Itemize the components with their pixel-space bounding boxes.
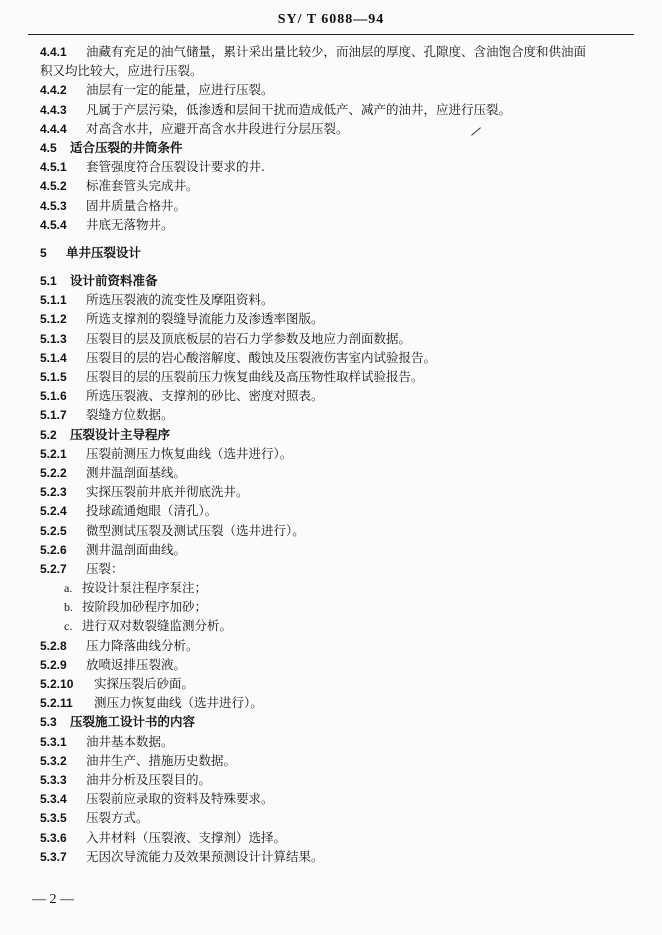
subsection-heading: [40, 271, 630, 290]
clause-text: 按阶段加砂程序加砂；: [82, 599, 208, 615]
clause-number: 5.2.9: [40, 657, 67, 672]
clause-text: 压裂目的层的压裂前压力恢复曲线及高压物性取样试验报告。: [86, 369, 424, 384]
clause-text: 无因次导流能力及效果预测设计计算结果。: [86, 848, 324, 864]
clause-line: [40, 157, 630, 176]
clause-line: [40, 215, 630, 234]
clause-number: 4.4.3: [40, 102, 67, 117]
clause-number: 4.5.3: [40, 198, 67, 213]
clause-text: 套管强度符合压裂设计要求的井.: [86, 159, 265, 175]
clause-text: 油井生产、措施历史数据。: [86, 752, 237, 768]
clause-line: [40, 119, 630, 138]
clause-line: [40, 751, 630, 770]
clause-number: 4.4.1: [40, 45, 67, 59]
clause-number: 5.2: [40, 427, 57, 442]
clause-text: 测井温剖面基线。: [86, 464, 187, 480]
clause-number: 5.3.5: [40, 811, 67, 826]
clause-number: 4.5: [40, 140, 57, 155]
clause-text: 压裂施工设计书的内容: [70, 714, 196, 730]
document-header: SY/ T 6088—94: [277, 12, 385, 27]
clause-number: 5.3.4: [40, 792, 67, 807]
clause-line: [40, 808, 630, 827]
clause-number: 5.3.6: [40, 830, 67, 845]
clause-line: [40, 463, 630, 482]
clause-line: [40, 42, 630, 61]
clause-number: 5.1: [40, 274, 57, 289]
clause-text: 油井基本数据。: [86, 733, 174, 749]
clause-number: 5.1.1: [40, 293, 67, 308]
clause-text: 凡属于产层污染，低渗透和层间干扰而造成低产、减产的油井，应进行压裂。: [86, 101, 512, 117]
clause-text: 微型测试压裂及测试压裂（选井进行）。: [86, 522, 305, 538]
subsection-heading: [40, 138, 630, 157]
clause-number: 5.3: [40, 715, 57, 730]
clause-number: 5.1.4: [40, 350, 67, 365]
clause-number: 5.2.8: [40, 638, 67, 653]
clause-line: [40, 100, 630, 119]
clause-line: [40, 196, 630, 215]
clause-number: a.: [64, 581, 73, 596]
clause-number: 5.3.1: [40, 734, 67, 749]
clause-number: 5.2.7: [40, 561, 67, 576]
clause-text: 裂缝方位数据。: [86, 407, 174, 423]
clause-text: 适合压裂的井筒条件: [70, 139, 183, 155]
clause-number: 4.4.4: [40, 121, 67, 136]
clause-number: 5.2.2: [40, 465, 67, 480]
clause-number: 4.5.4: [40, 217, 67, 232]
clause-text: 井底无落物井。: [86, 216, 174, 232]
clause-number: 5.3.7: [40, 849, 67, 864]
clause-number: c.: [64, 619, 73, 634]
clause-line: [40, 176, 630, 195]
list-item: [40, 616, 630, 635]
clause-number: 5: [40, 245, 47, 260]
clause-line: [40, 80, 630, 99]
clause-text: 单井压裂设计: [66, 244, 142, 260]
clause-continuation: [40, 61, 630, 80]
clause-text: 实探压裂前井底并彻底洗井。: [86, 484, 249, 500]
clause-text: 压力降落曲线分析。: [86, 637, 199, 653]
list-item: [40, 597, 630, 616]
clause-text: 标准套管头完成井。: [86, 178, 199, 194]
clause-number: 5.2.4: [40, 504, 67, 519]
clause-text: 实探压裂后砂面。: [94, 676, 195, 691]
clause-line: [40, 693, 630, 712]
clause-text: 积又均比较大，应进行压裂。: [40, 63, 203, 79]
clause-text: 所选支撑剂的裂缝导流能力及渗透率图版。: [86, 311, 324, 327]
clause-text: 压裂目的层的岩心酸溶解度、酸蚀及压裂液伤害室内试验报告。: [86, 349, 437, 365]
clause-line: [40, 674, 630, 693]
clause-number: 5.2.11: [40, 696, 73, 711]
clause-number: 4.5.2: [40, 179, 67, 194]
clause-line: [40, 348, 630, 367]
clause-line: [40, 329, 630, 348]
clause-text: 对高含水井，应避开高含水井段进行分层压裂。: [86, 120, 349, 136]
clause-line: [40, 636, 630, 655]
clause-line: [40, 655, 630, 674]
clause-text: 压裂前测压力恢复曲线（选井进行）。: [86, 445, 293, 461]
clause-text: 入井材料（压裂液、支撑剂）选择。: [86, 829, 287, 845]
clause-number: b.: [64, 600, 73, 615]
clause-line: [40, 405, 630, 424]
clause-text: 进行双对数裂缝监测分析。: [82, 618, 233, 634]
clause-text: 所选压裂液、支撑剂的砂比、密度对照表。: [86, 388, 324, 404]
clause-line: [40, 290, 630, 309]
clause-number: 5.1.5: [40, 370, 67, 384]
clause-text: 油层有一定的能量，应进行压裂。: [86, 82, 274, 98]
clause-number: 5.2.1: [40, 446, 67, 461]
clause-text: 按设计泵注程序泵注；: [82, 580, 208, 596]
clause-number: 5.1.6: [40, 389, 67, 404]
header-rule: [28, 34, 634, 35]
list-item: [40, 578, 630, 597]
clause-line: [40, 828, 630, 847]
clause-number: 5.1.7: [40, 408, 67, 423]
clause-number: 5.3.2: [40, 753, 67, 768]
clause-line: [40, 559, 630, 578]
clause-text: 固井质量合格井。: [86, 197, 187, 213]
clause-text: 放喷返排压裂液。: [86, 656, 187, 672]
clause-number: 5.1.3: [40, 331, 67, 346]
clause-line: [40, 309, 630, 328]
clause-text: 测井温剖面曲线。: [86, 541, 187, 557]
clause-number: 5.2.3: [40, 485, 67, 500]
clause-number: 5.2.10: [40, 677, 74, 691]
clause-text: 油藏有充足的油气储量，累计采出量比较少，而油层的厚度、孔隙度、含油饱合度和供油面: [86, 44, 587, 59]
clause-line: [40, 482, 630, 501]
clause-number: 5.3.3: [40, 772, 67, 787]
clause-number: 5.2.5: [40, 523, 67, 538]
clause-text: 压裂方式。: [86, 810, 149, 826]
clause-line: [40, 732, 630, 751]
clause-text: 测压力恢复曲线（选井进行）。: [94, 695, 263, 711]
clause-line: [40, 540, 630, 559]
clause-line: [40, 501, 630, 520]
clause-text: 压裂目的层及顶底板层的岩石力学参数及地应力剖面数据。: [86, 330, 412, 346]
clause-text: 压裂设计主导程序: [70, 426, 171, 442]
clause-text: 压裂前应录取的资料及特殊要求。: [86, 791, 274, 807]
clause-text: 油井分析及压裂目的。: [86, 771, 212, 787]
clause-line: [40, 444, 630, 463]
clause-text: 所选压裂液的流变性及摩阻资料。: [86, 292, 274, 308]
clause-line: [40, 386, 630, 405]
clause-text: 设计前资料准备: [70, 273, 158, 289]
clause-number: 4.4.2: [40, 83, 67, 98]
clause-number: 4.5.1: [40, 160, 67, 175]
clause-line: [40, 770, 630, 789]
clause-line: [40, 521, 630, 540]
subsection-heading: [40, 712, 630, 731]
clause-text: 投球疏通炮眼（清孔）。: [86, 503, 218, 519]
clause-number: 5.2.6: [40, 542, 67, 557]
subsection-heading: [40, 425, 630, 444]
clause-text: 压裂：: [86, 560, 124, 576]
document-body: [40, 42, 630, 866]
clause-line: [40, 789, 630, 808]
page-number: — 2 —: [32, 892, 74, 907]
clause-number: 5.1.2: [40, 312, 67, 327]
clause-line: [40, 367, 630, 386]
clause-line: [40, 847, 630, 866]
section-heading: [40, 243, 630, 262]
